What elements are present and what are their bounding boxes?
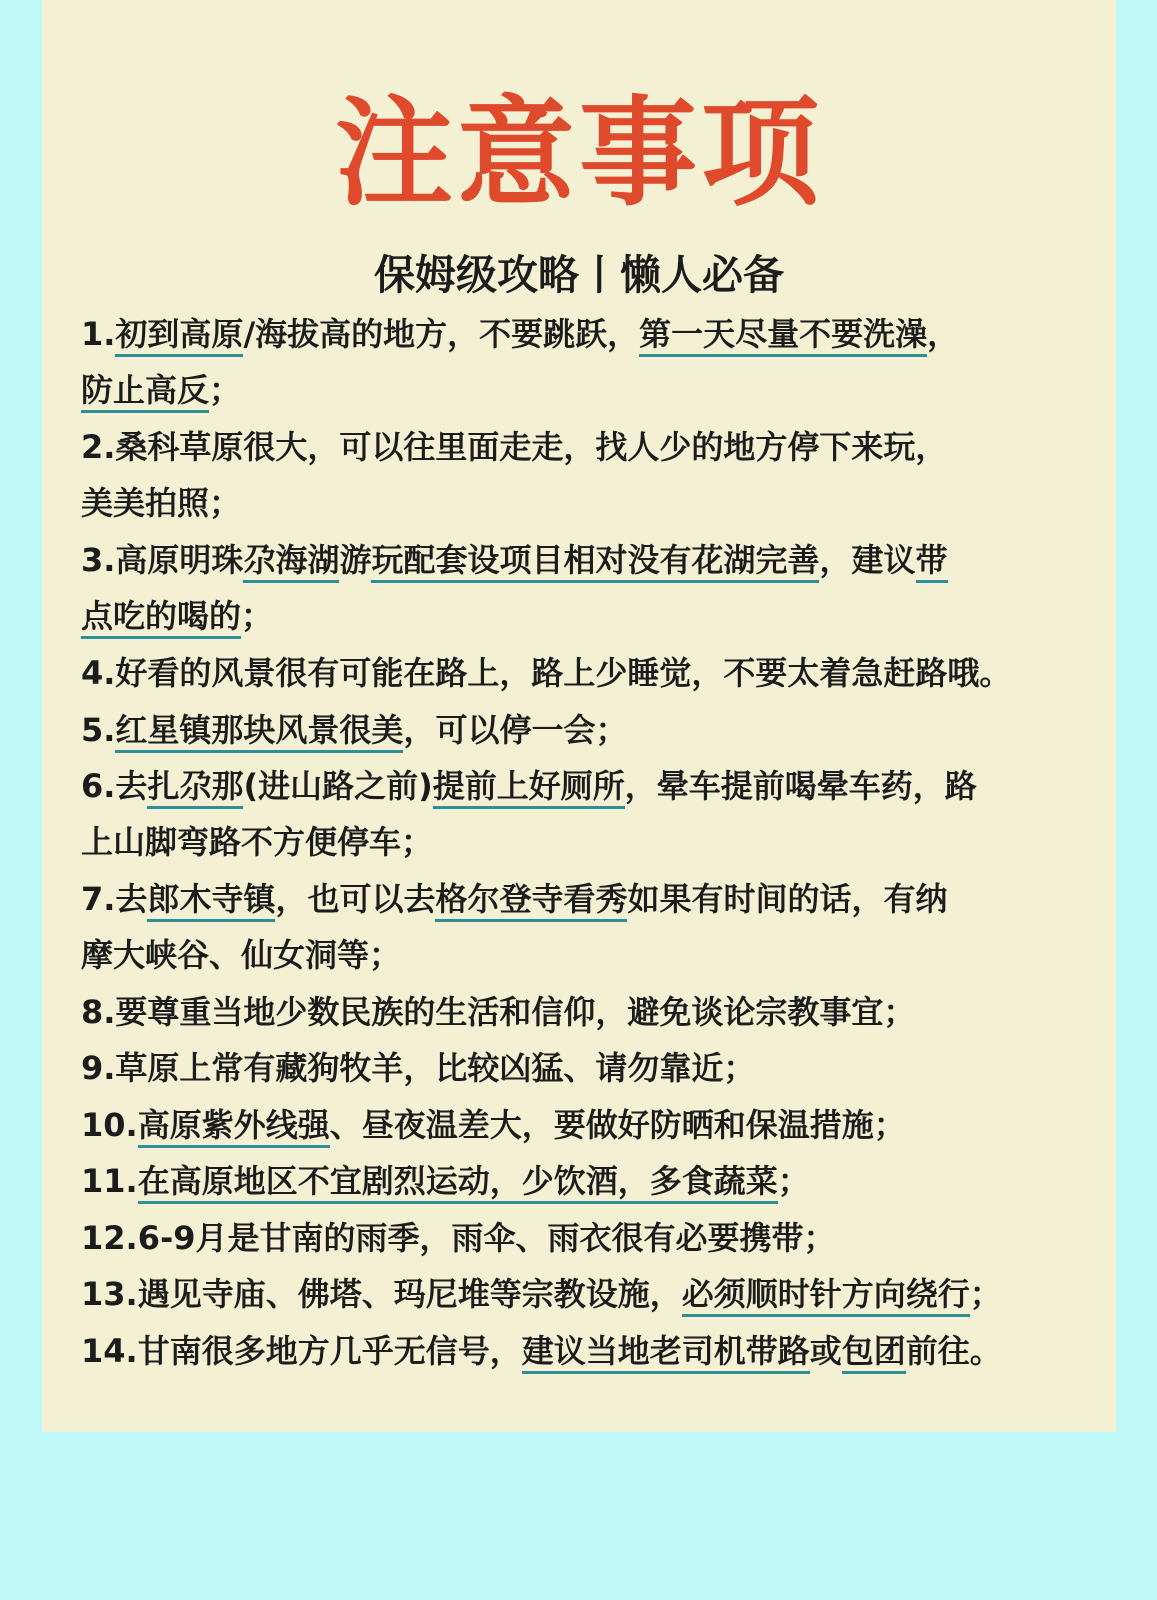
underlined-text: 点吃的喝的 (81, 597, 241, 639)
underlined-text: 必须顺时针方向绕行 (682, 1275, 970, 1317)
page-title: 注意事项 (334, 84, 823, 222)
note-item-3-line-2 (81, 596, 1116, 639)
text: 7.去 (81, 880, 148, 918)
note-item-11 (81, 1161, 1116, 1204)
text: (进山路之前) (243, 767, 433, 805)
underlined-text: 玩配套设项目相对没有花湖完善 (371, 541, 819, 583)
underlined-text: 郎木寺镇 (147, 880, 275, 922)
text: ； (209, 371, 242, 409)
text: 游 (339, 541, 372, 579)
text: /海拔高的地方，不要跳跃， (243, 315, 640, 353)
note-item-4 (81, 653, 1116, 693)
note-item-10 (81, 1105, 1116, 1148)
text: ，晕车提前喝晕车药，路 (624, 767, 977, 805)
note-item-3-line-1 (81, 540, 1116, 583)
underlined-text: 尕海湖 (243, 541, 339, 583)
text: 美美拍照； (81, 484, 242, 522)
text: 13.遇见寺庙、佛塔、玛尼堆等宗教设施， (81, 1275, 682, 1313)
note-item-14 (81, 1331, 1116, 1374)
text: ； (241, 597, 274, 635)
text: 2.桑科草原很大，可以往里面走走，找人少的地方停下来玩， (81, 428, 948, 466)
text: 3.高原明珠 (81, 541, 244, 579)
underlined-text: 红星镇那块风景很美 (115, 711, 403, 753)
text: 上山脚弯路不方便停车； (81, 823, 434, 861)
underlined-text: 第一天尽量不要洗澡 (639, 315, 927, 357)
note-item-7-line-2 (81, 935, 1116, 975)
text: 9.草原上常有藏狗牧羊，比较凶猛、请勿靠近； (81, 1049, 756, 1087)
note-item-1-line-2 (81, 370, 1116, 413)
text: 14.甘南很多地方几乎无信号， (81, 1332, 522, 1370)
text: 8.要尊重当地少数民族的生活和信仰，避免谈论宗教事宜； (81, 993, 916, 1031)
text: ； (777, 1162, 810, 1200)
note-item-6-line-1 (81, 766, 1116, 809)
underlined-text: 建议当地老司机带路 (522, 1332, 810, 1374)
notes-card (42, 0, 1116, 1432)
underlined-text: 扎尕那 (147, 767, 243, 809)
note-item-8 (81, 992, 1116, 1032)
note-item-13 (81, 1274, 1116, 1317)
text: 6.去 (81, 767, 148, 805)
text: 12.6-9月是甘南的雨季，雨伞、雨衣很有必要携带； (81, 1219, 836, 1257)
text: 4.好看的风景很有可能在路上，路上少睡觉，不要太着急赶路哦。 (81, 654, 1012, 692)
underlined-text: 提前上好厕所 (433, 767, 625, 809)
text: ，可以停一会； (403, 711, 628, 749)
text: 摩大峡谷、仙女洞等； (81, 936, 402, 974)
page-subtitle: 保姆级攻略丨懒人必备 (374, 251, 784, 299)
text: 或 (809, 1332, 842, 1370)
text: ， (927, 315, 960, 353)
note-item-2-line-2 (81, 483, 1116, 523)
underlined-text: 带 (916, 541, 948, 583)
note-item-12 (81, 1218, 1116, 1258)
underlined-text: 包团 (842, 1332, 906, 1374)
text: 10. (81, 1106, 138, 1144)
note-item-7-line-1 (81, 879, 1116, 922)
note-item-6-line-2 (81, 822, 1116, 862)
underlined-text: 格尔登寺看秀 (435, 880, 627, 922)
text: 前往。 (905, 1332, 1002, 1370)
note-item-9 (81, 1048, 1116, 1088)
text: ； (969, 1275, 1002, 1313)
text: 11. (81, 1162, 138, 1200)
note-item-1-line-1 (81, 314, 1116, 357)
text: 、昼夜温差大，要做好防晒和保温措施； (329, 1106, 906, 1144)
underlined-text: 高原紫外线强 (138, 1106, 330, 1148)
note-item-5 (81, 710, 1116, 753)
text: 5. (81, 711, 116, 749)
text: 1. (81, 315, 116, 353)
text: ，建议 (819, 541, 916, 579)
underlined-text: 在高原地区不宜剧烈运动，少饮酒，多食蔬菜 (138, 1162, 778, 1204)
note-item-2-line-1 (81, 427, 1116, 467)
underlined-text: 初到高原 (115, 315, 243, 357)
text: ，也可以去 (275, 880, 436, 918)
underlined-text: 防止高反 (81, 371, 209, 413)
text: 如果有时间的话，有纳 (627, 880, 948, 918)
